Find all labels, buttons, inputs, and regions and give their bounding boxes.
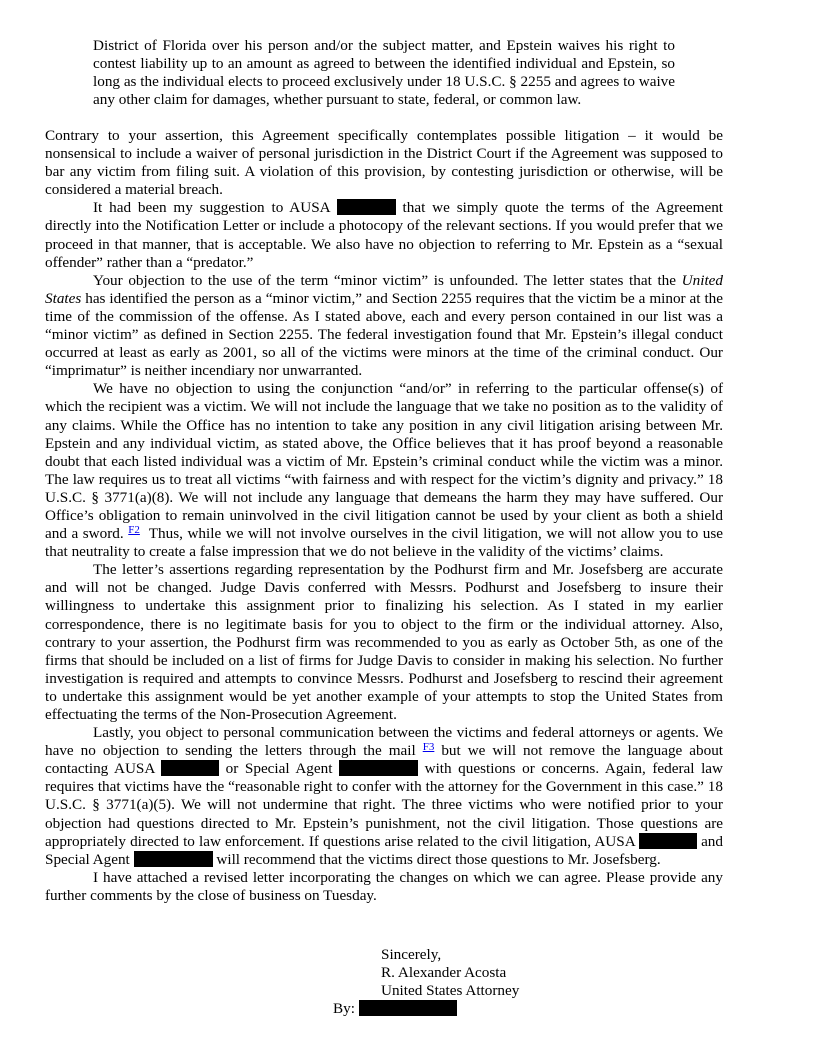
- redaction-box: [134, 851, 213, 867]
- paragraph-and-or: [45, 380, 723, 561]
- redaction-box: [359, 1000, 457, 1016]
- footnote-link-f2[interactable]: F2: [128, 524, 140, 537]
- paragraph-text: Thus, while we will not involve ourselves in the civil litigation, we will not allow you to use that neutrality to create a false impression that we do not believe in the validity of the victims’ claims.: [45, 525, 724, 561]
- italic-text: United States: [45, 271, 723, 307]
- paragraph-revised-letter: I have attached a revised letter incorporating the changes on which we can agree. Please provide any further comments by the close of business on Tuesday.: [45, 868, 723, 904]
- paragraph-text: will recommend that the victims direct those questions to Mr. Josefsberg.: [216, 850, 661, 868]
- redaction-box: [639, 833, 697, 849]
- block-quote: District of Florida over his person and/or the subject matter, and Epstein waives his right to contest liability up to an amount as agreed to between the identified individual and Epstein, so long as the individual elects to proceed exclusively under 18 U.S.C. § 2255 and agrees to waive any other claim for damages, whether pursuant to state, federal, or common law.: [93, 37, 675, 109]
- footnote-link-f3[interactable]: F3: [422, 741, 435, 754]
- signature-block: [381, 946, 519, 1000]
- by-label: By:: [333, 1000, 355, 1017]
- paragraph-text: We have no objection to using the conjunction “and/or” in referring to the particular offense(s) of which the recipient was a victim. We will not include the language that we take no position as to the validity of any claims. While the Office has no intention to take any position in any civil litigation arising between Mr. Epstein and any individual victim, as stated above, the Office believes that it has proof beyond a reasonable doubt that each listed individual was a victim of Mr. Epstein’s criminal conduct while the victim was a minor. The law requires us to treat all victims “with fairness and with respect for the victim’s dignity and privacy.” 18 U.S.C. § 3771(a)(8). We will not include any language that demeans the harm they may have suffered. Our Office’s obligation to remain uninvolved in the civil litigation cannot be used by your client as both a shield and a sword.: [45, 380, 723, 543]
- paragraph-agreement-litigation: Contrary to your assertion, this Agreement specifically contemplates possible litigation – it would be nonsensical to include a waiver of personal jurisdiction in the District Court if the Agreement was supposed to bar any victim from filing suit. A violation of this provision, by contesting jurisdiction or otherwise, will be considered a material breach.: [45, 127, 723, 199]
- redaction-box: [337, 199, 396, 215]
- paragraph-text: but we will not remove the language about contacting AUSA: [45, 742, 724, 778]
- paragraph-text: that we simply quote the terms of the Agreement directly into the Notification Letter or include a photocopy of the relevant sections. If you would prefer that we proceed in that manner, that is acceptable. We also have no objection to referring to Mr. Epstein as a “sexual offender” rather than a “predator.”: [45, 199, 724, 271]
- paragraph-podhurst: The letter’s assertions regarding representation by the Podhurst firm and Mr. Josefsberg are accurate and will not be changed. Judge Davis conferred with Messrs. Podhurst and Josefsberg to insure their willingness to undertake this assignment prior to finalizing his selection. As I stated in my earlier correspondence, there is no legitimate basis for you to object to the firm or the individual attorney. Also, contrary to your assertion, the Podhurst firm was recommended to you as early as October 5th, as one of the firms that should be included on a list of firms for Judge Davis to consider in making his selection. No further investigation is required and attempts to convince Messrs. Podhurst and Josefsberg to rescind their agreement to undertake this assignment would be yet another example of your attempts to stop the United States from effectuating the terms of the Non-Prosecution Agreement.: [45, 561, 723, 723]
- paragraph-text: and Special Agent: [45, 832, 723, 868]
- paragraph-text: or Special Agent: [225, 760, 333, 778]
- letter-body: [45, 127, 723, 905]
- paragraph-notification-letter: [45, 199, 723, 271]
- paragraph-text: has identified the person as a “minor victim,” and Section 2255 requires that the victim be a minor at the time of the commission of the offense. As I stated above, each and every person contained in our list was a “minor victim” as defined in Section 2255. The federal investigation found that Mr. Epstein’s illegal conduct occurred at least as early as 2001, so all of the victims were minors at the time of the criminal conduct. Our “imprimatur” is neither incendiary nor unwarranted.: [45, 289, 723, 380]
- signature-name: R. Alexander Acosta: [381, 964, 507, 982]
- signature-closing: Sincerely,: [381, 946, 442, 963]
- paragraph-text: It had been my suggestion to AUSA: [93, 199, 330, 217]
- signature-by-line: [333, 1000, 457, 1018]
- signature-title: United States Attorney: [381, 982, 520, 1000]
- redaction-box: [161, 760, 219, 776]
- redaction-box: [339, 760, 418, 776]
- paragraph-text: with questions or concerns. Again, federal law requires that victims have the “reasonable right to confer with the attorney for the Government in this case.” 18 U.S.C. § 3771(a)(5). We will not undermine that right. The three victims who were notified prior to your objection had questions directed to Mr. Epstein’s punishment, not the civil litigation. Those questions are appropriately directed to law enforcement. If questions arise related to the civil litigation, AUSA: [45, 760, 724, 850]
- paragraph-text: Your objection to the use of the term “minor victim” is unfounded. The letter states that the: [93, 271, 677, 289]
- paragraph-text: Lastly, you object to personal communication between the victims and federal attorneys or agents. We have no objection to sending the letters through the mail: [45, 724, 723, 760]
- paragraph-personal-communication: [45, 724, 723, 869]
- paragraph-minor-victim: [45, 272, 723, 381]
